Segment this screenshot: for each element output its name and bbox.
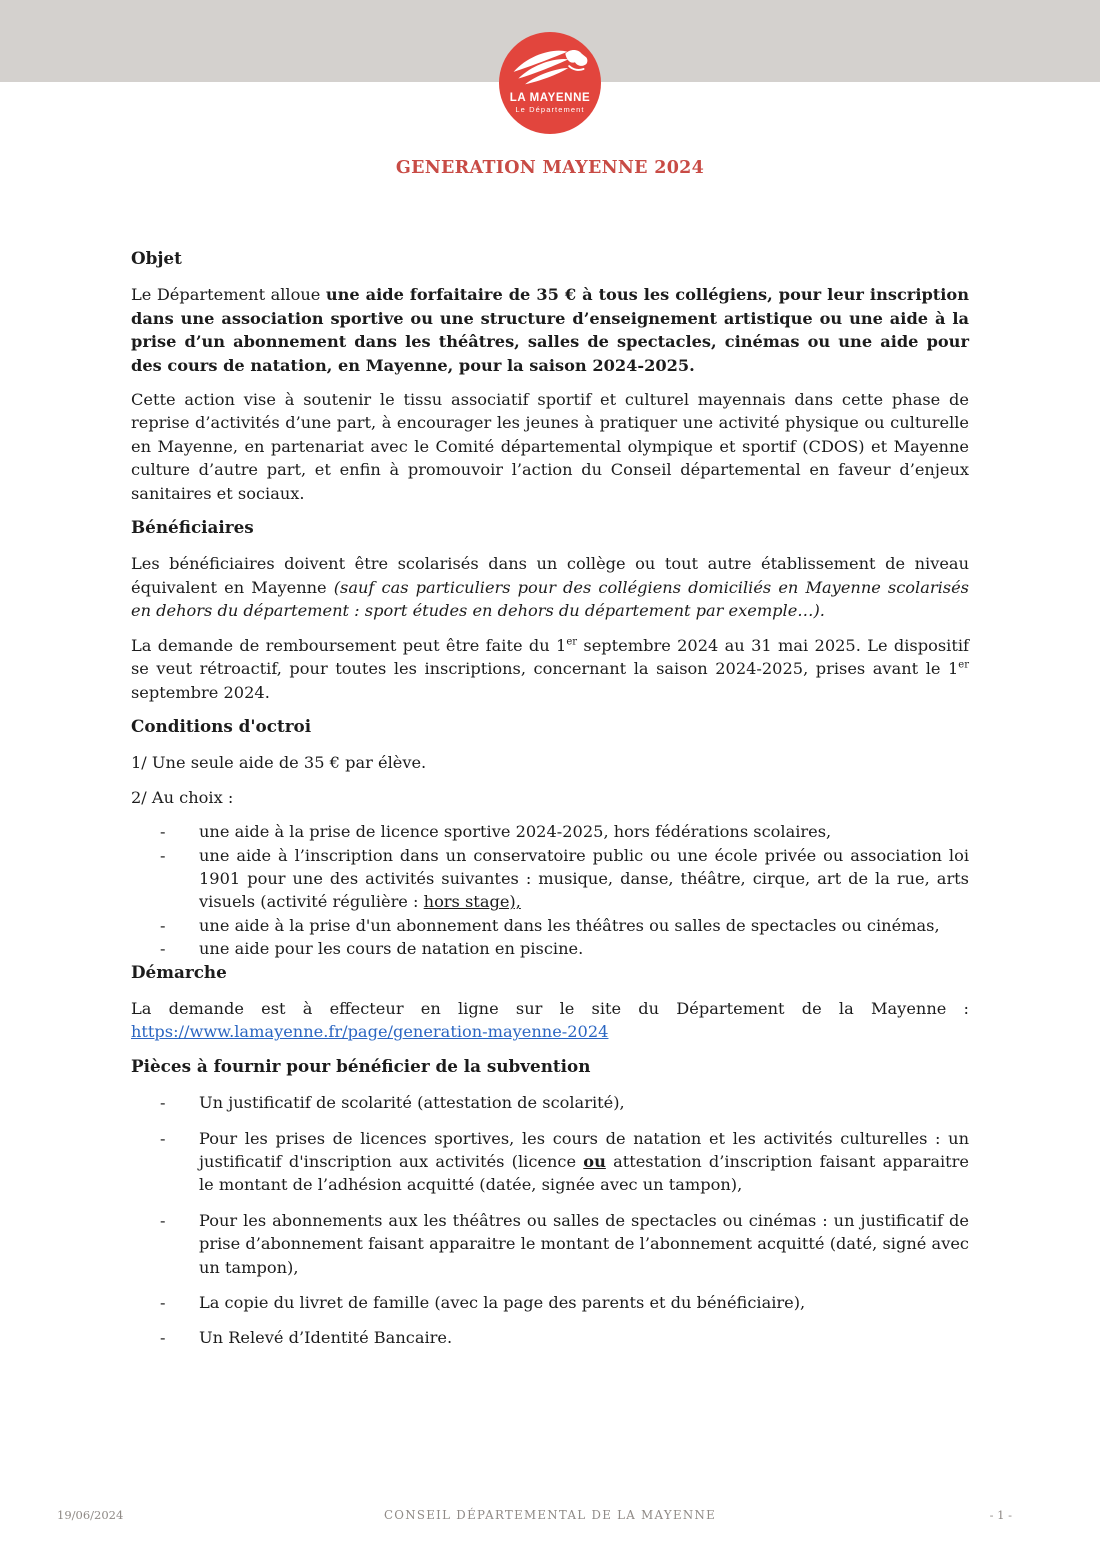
dash-bullet: -: [160, 1093, 166, 1113]
bullet-text-pre: Pour les prises de licences sportives, les cours de natation et les activités culturelles : un justificatif d'inscription aux activités (licence: [199, 1128, 969, 1171]
generation-mayenne-link[interactable]: https://www.lamayenne.fr/page/generation-mayenne-2024: [131, 1022, 609, 1042]
logo-subtitle: Le Département: [515, 105, 585, 114]
section-heading-pieces: Pièces à fournir pour bénéficier de la subvention: [131, 1055, 591, 1076]
dash-bullet: -: [160, 822, 166, 842]
footer-date: 19/06/2024: [57, 1508, 124, 1522]
demarche-paragraph: La demande est à effecteur en ligne sur le site du Département de la Mayenne :: [131, 998, 969, 1018]
dash-bullet: -: [160, 1210, 166, 1230]
bullet-text: une aide pour les cours de natation en piscine.: [199, 939, 584, 959]
objet-paragraph-2: Cette action vise à soutenir le tissu associatif sportif et culturel mayennais dans cette phase de reprise d’activités d’une part, à encourager les jeunes à pratiquer une activité physique ou culturelle en Mayenne, en partenariat avec le Comité départemental olympique et sportif (CDOS) et Mayenne culture d’autre part, et enfin à promouvoir l’action du Conseil départemental en faveur d’enjeux sanitaires et sociaux.: [131, 390, 969, 503]
bullet-text-underlined: hors stage),: [423, 892, 521, 912]
document-title: GENERATION MAYENNE 2024: [395, 158, 705, 178]
conditions-bullet-list: [131, 820, 969, 960]
list-item: [131, 914, 969, 937]
bullet-text: une aide à la prise de licence sportive 2024-2025, hors fédérations scolaires,: [199, 822, 832, 842]
superscript-er: er: [958, 659, 969, 671]
list-item: [131, 1291, 969, 1314]
bullet-text-emphasis: ou: [583, 1152, 606, 1171]
dash-bullet: -: [160, 845, 166, 865]
section-heading-objet: Objet: [131, 248, 182, 268]
objet-p1-bold: une aide forfaitaire de 35 € à tous les collégiens, pour leur inscription dans une association sportive ou une structure d’enseignement artistique ou une aide à la prise d’un abonnement dans les théâtres, salles de spectacles, cinémas ou une aide pour des cours de natation, en Mayenne, pour la saison 2024-2025.: [131, 285, 969, 375]
bullet-text: une aide à la prise d'un abonnement dans les théâtres ou salles de spectacles ou cinémas,: [199, 915, 940, 935]
beneficiaires-p2-seg2: septembre 2024 au 31 mai 2025. Le dispositif se veut rétroactif, pour toutes les inscriptions, concernant la saison 2024-2025, prises avant le 1: [131, 635, 969, 679]
list-item: [131, 844, 969, 914]
list-item: [131, 820, 969, 843]
bullet-text: La copie du livret de famille (avec la page des parents et du bénéficiaire),: [199, 1293, 806, 1313]
dash-bullet: -: [160, 1293, 166, 1313]
conditions-item-1: 1/ Une seule aide de 35 € par élève.: [131, 753, 427, 773]
pieces-bullet-list: [131, 1091, 969, 1350]
beneficiaires-paragraph-2: [131, 634, 969, 704]
bullet-text-post: attestation d’inscription faisant apparaitre le montant de l’adhésion acquitté (datée, signée avec un tampon),: [199, 1152, 969, 1195]
footer-page-number: - 1 -: [989, 1508, 1012, 1522]
dash-bullet: -: [160, 1128, 166, 1148]
winged-horse-icon: [511, 32, 589, 91]
dash-bullet: -: [160, 915, 166, 935]
conditions-item-2: 2/ Au choix :: [131, 787, 234, 807]
mayenne-logo: [499, 32, 601, 134]
demarche-link-line: [131, 1020, 969, 1043]
beneficiaires-p2-seg3: septembre 2024.: [131, 682, 270, 702]
list-item: [131, 937, 969, 960]
section-heading-beneficiaires: Bénéficiaires: [131, 517, 254, 538]
list-item: [131, 1209, 969, 1279]
objet-p1-regular: Le Département alloue: [131, 285, 326, 305]
objet-paragraph-1: [131, 283, 969, 377]
dash-bullet: -: [160, 1328, 166, 1348]
bullet-text: Un justificatif de scolarité (attestation de scolarité),: [199, 1093, 625, 1113]
list-item: [131, 1326, 969, 1349]
superscript-er: er: [566, 636, 578, 648]
section-heading-demarche: Démarche: [131, 961, 227, 982]
bullet-text: [199, 844, 969, 914]
footer-title: CONSEIL DÉPARTEMENTAL DE LA MAYENNE: [383, 1508, 717, 1522]
document-body: [131, 247, 969, 1350]
bullet-text: Un Relevé d’Identité Bancaire.: [199, 1328, 453, 1348]
beneficiaires-paragraph-1: [131, 552, 969, 622]
beneficiaires-p1-italic: (sauf cas particuliers pour des collégiens domiciliés en Mayenne scolarisés en dehors du département : sport études en dehors du département par exemple…).: [131, 577, 969, 621]
bullet-text: [199, 1127, 969, 1197]
dash-bullet: -: [160, 939, 166, 959]
list-item: [131, 1091, 969, 1114]
logo-name: LA MAYENNE: [509, 92, 591, 104]
bullet-text: Pour les abonnements aux les théâtres ou salles de spectacles ou cinémas : un justificatif de prise d’abonnement faisant apparaitre le montant de l’abonnement acquitté (daté, signé avec un tampon),: [199, 1210, 969, 1277]
beneficiaires-p2-seg1: La demande de remboursement peut être faite du 1: [131, 635, 567, 655]
section-heading-conditions: Conditions d'octroi: [131, 715, 312, 736]
beneficiaires-p1-regular: Les bénéficiaires doivent être scolarisés dans un collège ou tout autre établissement de niveau équivalent en Mayenne: [131, 554, 969, 597]
list-item: [131, 1127, 969, 1197]
bullet-text-pre: une aide à l’inscription dans un conservatoire public ou une école privée ou association loi 1901 pour une des activités suivantes : musique, danse, théâtre, cirque, art de la rue, arts visuels (activité régulière :: [199, 845, 969, 912]
